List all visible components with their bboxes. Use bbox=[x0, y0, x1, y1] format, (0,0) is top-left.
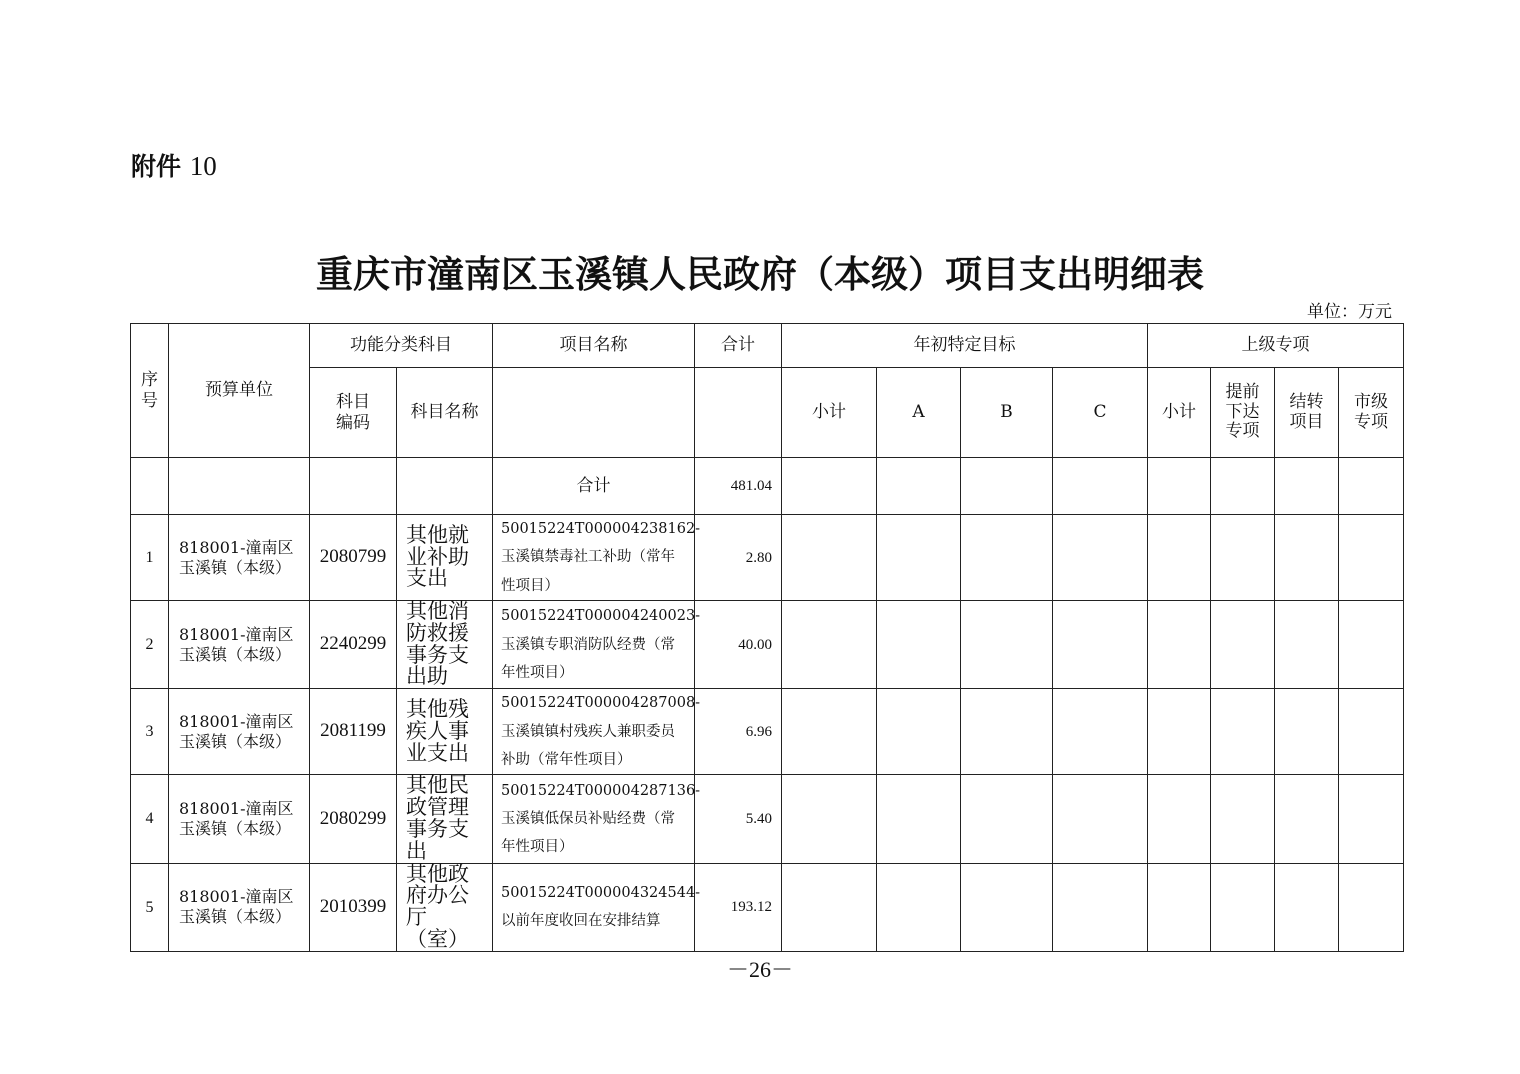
row-unit bbox=[169, 863, 310, 951]
row-unit bbox=[169, 689, 310, 775]
table-row bbox=[131, 689, 1404, 775]
table-row bbox=[131, 601, 1404, 689]
unit-note: 单位：万元 bbox=[1307, 302, 1392, 322]
project-expense-table bbox=[130, 323, 1404, 952]
row-amount: 6.96 bbox=[695, 689, 782, 775]
row-seq: 3 bbox=[131, 689, 169, 775]
row-amount: 193.12 bbox=[695, 863, 782, 951]
header-project-blank bbox=[493, 368, 695, 458]
header-annual-target: 年初特定目标 bbox=[782, 324, 1148, 368]
attachment-text: 附件 bbox=[131, 152, 182, 181]
header-subtotal-a: 小计 bbox=[782, 368, 877, 458]
row-subject-text: 其他消防救援事务支出助 bbox=[406, 599, 469, 689]
row-subject bbox=[397, 515, 493, 601]
row-unit bbox=[169, 515, 310, 601]
row-subject-text: 其他民政管理事务支出 bbox=[406, 773, 469, 863]
header-advance-text: 提前下达专项 bbox=[1225, 382, 1260, 442]
row-code: 2080799 bbox=[310, 515, 397, 601]
row-unit-text: 818001-潼南区玉溪镇（本级） bbox=[179, 537, 294, 577]
row-project bbox=[493, 689, 701, 775]
header-subject-code-text: 科目编码 bbox=[336, 392, 370, 433]
attachment-label bbox=[131, 147, 217, 183]
row-project bbox=[493, 775, 701, 863]
header-city-special-text: 市级专项 bbox=[1354, 391, 1388, 432]
row-project bbox=[493, 601, 701, 689]
header-total-blank bbox=[695, 368, 782, 458]
header-subject-code bbox=[310, 368, 397, 458]
row-project-text: 50015224T000004240023-玉溪镇专职消防队经费（常年性项目） bbox=[501, 608, 701, 681]
row-subject-text: 其他政府办公厅（室） bbox=[406, 861, 469, 952]
header-advance bbox=[1211, 368, 1275, 458]
row-project bbox=[493, 515, 701, 601]
header-total: 合计 bbox=[695, 324, 782, 368]
header-unit: 预算单位 bbox=[169, 324, 310, 458]
row-unit-text: 818001-潼南区玉溪镇（本级） bbox=[179, 887, 294, 927]
row-code: 2010399 bbox=[310, 863, 397, 951]
row-project-text: 50015224T000004238162-玉溪镇禁毒社工补助（常年性项目） bbox=[501, 521, 701, 594]
row-seq: 5 bbox=[131, 863, 169, 951]
row-seq: 1 bbox=[131, 515, 169, 601]
row-unit-text: 818001-潼南区玉溪镇（本级） bbox=[179, 711, 294, 751]
row-amount: 40.00 bbox=[695, 601, 782, 689]
header-city-special bbox=[1339, 368, 1404, 458]
header-func-class: 功能分类科目 bbox=[310, 324, 493, 368]
header-carryover bbox=[1275, 368, 1339, 458]
header-col-b: B bbox=[961, 368, 1053, 458]
row-seq: 4 bbox=[131, 775, 169, 863]
table-row bbox=[131, 775, 1404, 863]
row-code: 2240299 bbox=[310, 601, 397, 689]
row-subject bbox=[397, 689, 493, 775]
header-seq-text: 序号 bbox=[141, 370, 158, 411]
row-code: 2080299 bbox=[310, 775, 397, 863]
row-project-text: 50015224T000004287008-玉溪镇镇村残疾人兼职委员补助（常年性项目） bbox=[501, 695, 701, 768]
row-subject-text: 其他残疾人事业支出 bbox=[406, 697, 469, 765]
row-project bbox=[493, 863, 701, 951]
row-unit-text: 818001-潼南区玉溪镇（本级） bbox=[179, 798, 294, 838]
table-row bbox=[131, 515, 1404, 601]
header-subject-name: 科目名称 bbox=[397, 368, 493, 458]
row-project-text: 50015224T000004324544-以前年度收回在安排结算 bbox=[501, 885, 701, 930]
row-code: 2081199 bbox=[310, 689, 397, 775]
header-upper-special: 上级专项 bbox=[1148, 324, 1404, 368]
header-col-c: C bbox=[1053, 368, 1148, 458]
row-subject-text: 其他就业补助支出 bbox=[406, 522, 469, 591]
row-unit bbox=[169, 775, 310, 863]
attachment-number: 10 bbox=[189, 151, 217, 181]
total-amount: 481.04 bbox=[695, 458, 782, 515]
page-number: －26－ bbox=[726, 957, 793, 982]
row-seq: 2 bbox=[131, 601, 169, 689]
row-unit bbox=[169, 601, 310, 689]
total-label: 合计 bbox=[493, 458, 695, 515]
total-row bbox=[131, 458, 1404, 515]
row-subject bbox=[397, 601, 493, 689]
page-title: 重庆市潼南区玉溪镇人民政府（本级）项目支出明细表 bbox=[316, 253, 1204, 296]
header-seq bbox=[131, 324, 169, 458]
header-project-name: 项目名称 bbox=[493, 324, 695, 368]
row-project-text: 50015224T000004287136-玉溪镇低保员补贴经费（常年性项目） bbox=[501, 782, 701, 856]
row-subject bbox=[397, 863, 493, 951]
header-col-a: A bbox=[877, 368, 961, 458]
row-subject bbox=[397, 775, 493, 863]
row-amount: 5.40 bbox=[695, 775, 782, 863]
header-carryover-text: 结转项目 bbox=[1289, 391, 1324, 432]
row-amount: 2.80 bbox=[695, 515, 782, 601]
row-unit-text: 818001-潼南区玉溪镇（本级） bbox=[179, 624, 294, 664]
table-row bbox=[131, 863, 1404, 951]
header-subtotal-b: 小计 bbox=[1148, 368, 1211, 458]
